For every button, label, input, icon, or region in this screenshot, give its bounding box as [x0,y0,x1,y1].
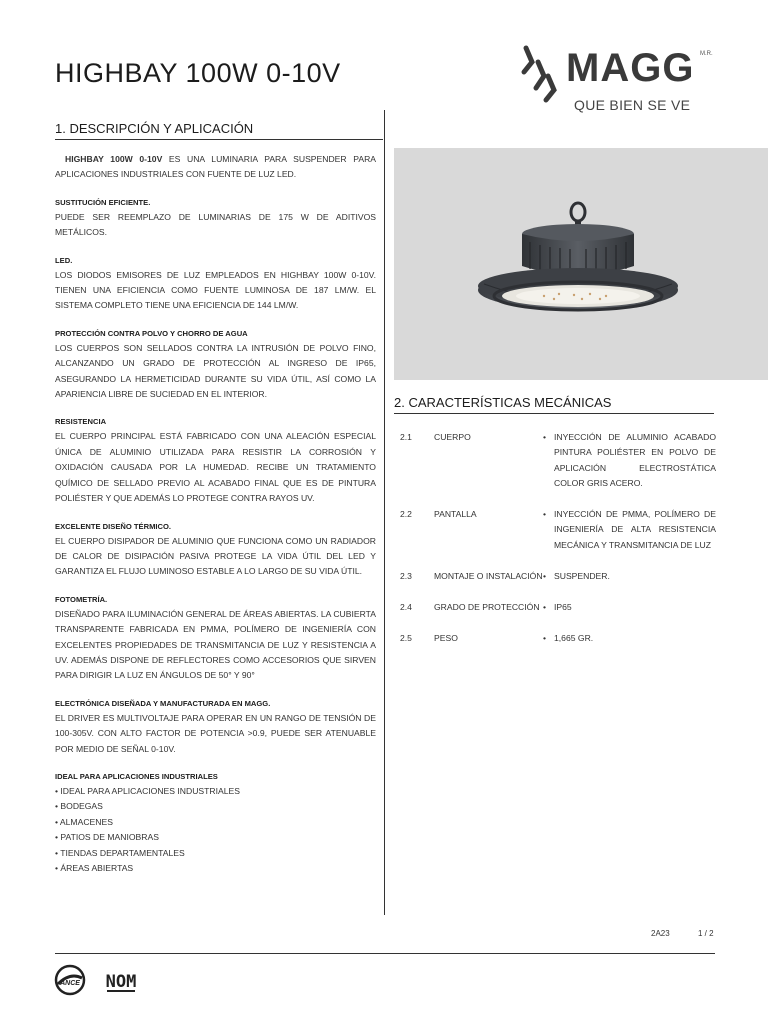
section2-heading: 2. CARACTERÍSTICAS MECÁNICAS [394,395,611,410]
logo-wordmark: MAGG [566,46,695,90]
list-item: • TIENDAS DEPARTAMENTALES [55,847,185,858]
logo-slogan: QUE BIEN SE VE [574,97,691,113]
intro-text: ES UNA LUMINARIA PARA SUSPENDER PARA APLICACIONES INDUSTRIALES CON FUENTE DE LUZ LED. [55,154,377,180]
spec-label: CUERPO [434,432,471,442]
list-item: • IDEAL PARA APLICACIONES INDUSTRIALES [55,785,240,796]
spec-bullet: • [543,602,547,612]
nom-seal-icon [104,966,138,994]
block-title: FOTOMETRÍA. [55,594,108,604]
footer-divider [55,953,715,954]
block-title: EXCELENTE DISEÑO TÉRMICO. [55,521,172,531]
ance-seal-icon [54,964,86,996]
product-photo [394,148,768,380]
spec-label: PANTALLA [434,509,477,519]
list-title: IDEAL PARA APLICACIONES INDUSTRIALES [55,771,218,781]
spec-value: IP65 [554,602,572,612]
block-title: LED. [55,255,73,265]
intro-paragraph [55,152,376,183]
spec-number: 2.4 [400,602,412,612]
block-text: EL CUERPO PRINCIPAL ESTÁ FABRICADO CON UNA ALEACIÓN ESPECIAL ÚNICA DE ALUMINIO UTILIZADA PARA RESISTIR LA CORROSIÓN Y OXIDACIÓN CAUSADA POR LA HUMEDAD. RECIBE UN TRATAMIENTO QUÍMICO DE SELLADO PREVIO AL ACABADO FINAL QUE ES DE PINTURA POLIÉSTER Y QUE ADEMÁS LO PROTEGE CONTRA RAYOS UV. [55,431,376,504]
block-text: LOS CUERPOS SON SELLADOS CONTRA LA INTRUSIÓN DE POLVO FINO, ALCANZANDO UN GRADO DE PROTECCIÓN AL INGRESO DE IP65, ASEGURANDO LA HERMETICIDAD DURANTE SU VIDA ÚTIL, ASÍ COMO LA APARIENCIA LIBRE DE SUCIEDAD EN EL INTERIOR. [55,342,376,400]
block-text: EL DRIVER ES MULTIVOLTAJE PARA OPERAR EN UN RANGO DE TENSIÓN DE 100-305V. CON ALTO FACTOR DE POTENCIA >0.9, PUEDE SER ATENUABLE POR MEDIO DE SEÑAL 0-10V. [55,712,376,754]
spec-value: INYECCIÓN DE PMMA, POLÍMERO DE INGENIERÍA DE ALTA RESISTENCIA MECÁNICA Y TRANSMITANCIA DE LUZ [554,509,716,550]
page-number: 1 / 2 [698,929,714,938]
list-item: • ÁREAS ABIERTAS [55,863,134,873]
block-title: ELECTRÓNICA DISEÑADA Y MANUFACTURADA EN MAGG. [55,698,271,708]
description-column [55,152,376,889]
spec-value: INYECCIÓN DE ALUMINIO ACABADO PINTURA POLIÉSTER EN POLVO DE APLICACIÓN ELECTROSTÁTICA COLOR GRIS ACERO. [554,432,716,489]
spec-number: 2.1 [400,432,412,442]
section1-underline [55,139,383,140]
block-title: SUSTITUCIÓN EFICIENTE. [55,197,151,207]
block-led [55,254,376,314]
section1-heading: 1. DESCRIPCIÓN Y APLICACIÓN [55,121,253,136]
spec-bullet: • [543,633,547,643]
magg-logo [518,40,718,120]
logo-registered-mark: M.R. [700,51,713,57]
spec-bullet: • [543,509,547,519]
spec-label: GRADO DE PROTECCIÓN [434,602,540,612]
document-code: 2A23 [651,929,670,938]
nom-seal-text: NOM [105,972,137,992]
spec-number: 2.3 [400,571,412,581]
block-electronica [55,697,376,757]
applications-list [55,770,376,876]
block-termico [55,520,376,580]
document-title: HIGHBAY 100W 0-10V [55,58,341,88]
list-item: • BODEGAS [55,801,103,812]
spec-bullet: • [543,432,547,442]
column-divider [384,110,385,915]
spec-number: 2.2 [400,509,412,519]
ance-seal-text: ANCE [60,980,80,987]
highbay-lamp-image [394,148,768,380]
section2-underline [394,413,714,414]
spec-value: SUSPENDER. [554,571,610,581]
spec-bullet: • [543,571,547,581]
list-item: • ALMACENES [55,816,113,827]
list-item: • PATIOS DE MANIOBRAS [55,832,159,843]
block-text: PUEDE SER REEMPLAZO DE LUMINARIAS DE 175 W DE ADITIVOS METÁLICOS. [55,211,376,238]
block-title: PROTECCIÓN CONTRA POLVO Y CHORRO DE AGUA [55,328,248,338]
spec-label: PESO [434,633,458,643]
spec-value: 1,665 GR. [554,633,594,643]
block-title: RESISTENCIA [55,417,107,427]
intro-product-name: HIGHBAY 100W 0-10V [65,154,163,164]
spec-label: MONTAJE O INSTALACIÓN [434,571,543,581]
block-text: EL CUERPO DISIPADOR DE ALUMINIO QUE FUNCIONA COMO UN RADIADOR DE CALOR DE DISIPACIÓN PASIVA PROTEGE LA VIDA ÚTIL DEL LED Y GARANTIZA EL FLUJO LUMINOSO ESTABLE A LO LARGO DE SU VIDA ÚTIL. [55,535,376,577]
magg-logo-icon [518,44,566,104]
block-sustitucion [55,196,376,241]
block-resistencia [55,415,376,506]
block-text: DISEÑADO PARA ILUMINACIÓN GENERAL DE ÁREAS ABIERTAS. LA CUBIERTA TRANSPARENTE FABRICADA EN PMMA, POLÍMERO DE INGENIERÍA CON EXCELENTES PROPIEDADES DE TRANSMITANCIA DE LUZ Y RESISTENCIA A UV. ADEMÁS DISPONE DE REFLECTORES COMO ACCESORIOS QUE SIRVEN PARA DIRIGIR LA LUZ EN ÁNGULOS DE 50° Y 90° [55,608,376,681]
block-fotometria [55,593,376,684]
block-text: LOS DIODOS EMISORES DE LUZ EMPLEADOS EN HIGHBAY 100W 0-10V. TIENEN UNA EFICIENCIA COMO FUENTE LUMINOSA DE 187 LM/W. EL SISTEMA COMPLETO TIENE UNA EFICIENCIA DE 144 LM/W. [55,269,376,311]
spec-number: 2.5 [400,633,412,643]
block-proteccion [55,327,376,403]
